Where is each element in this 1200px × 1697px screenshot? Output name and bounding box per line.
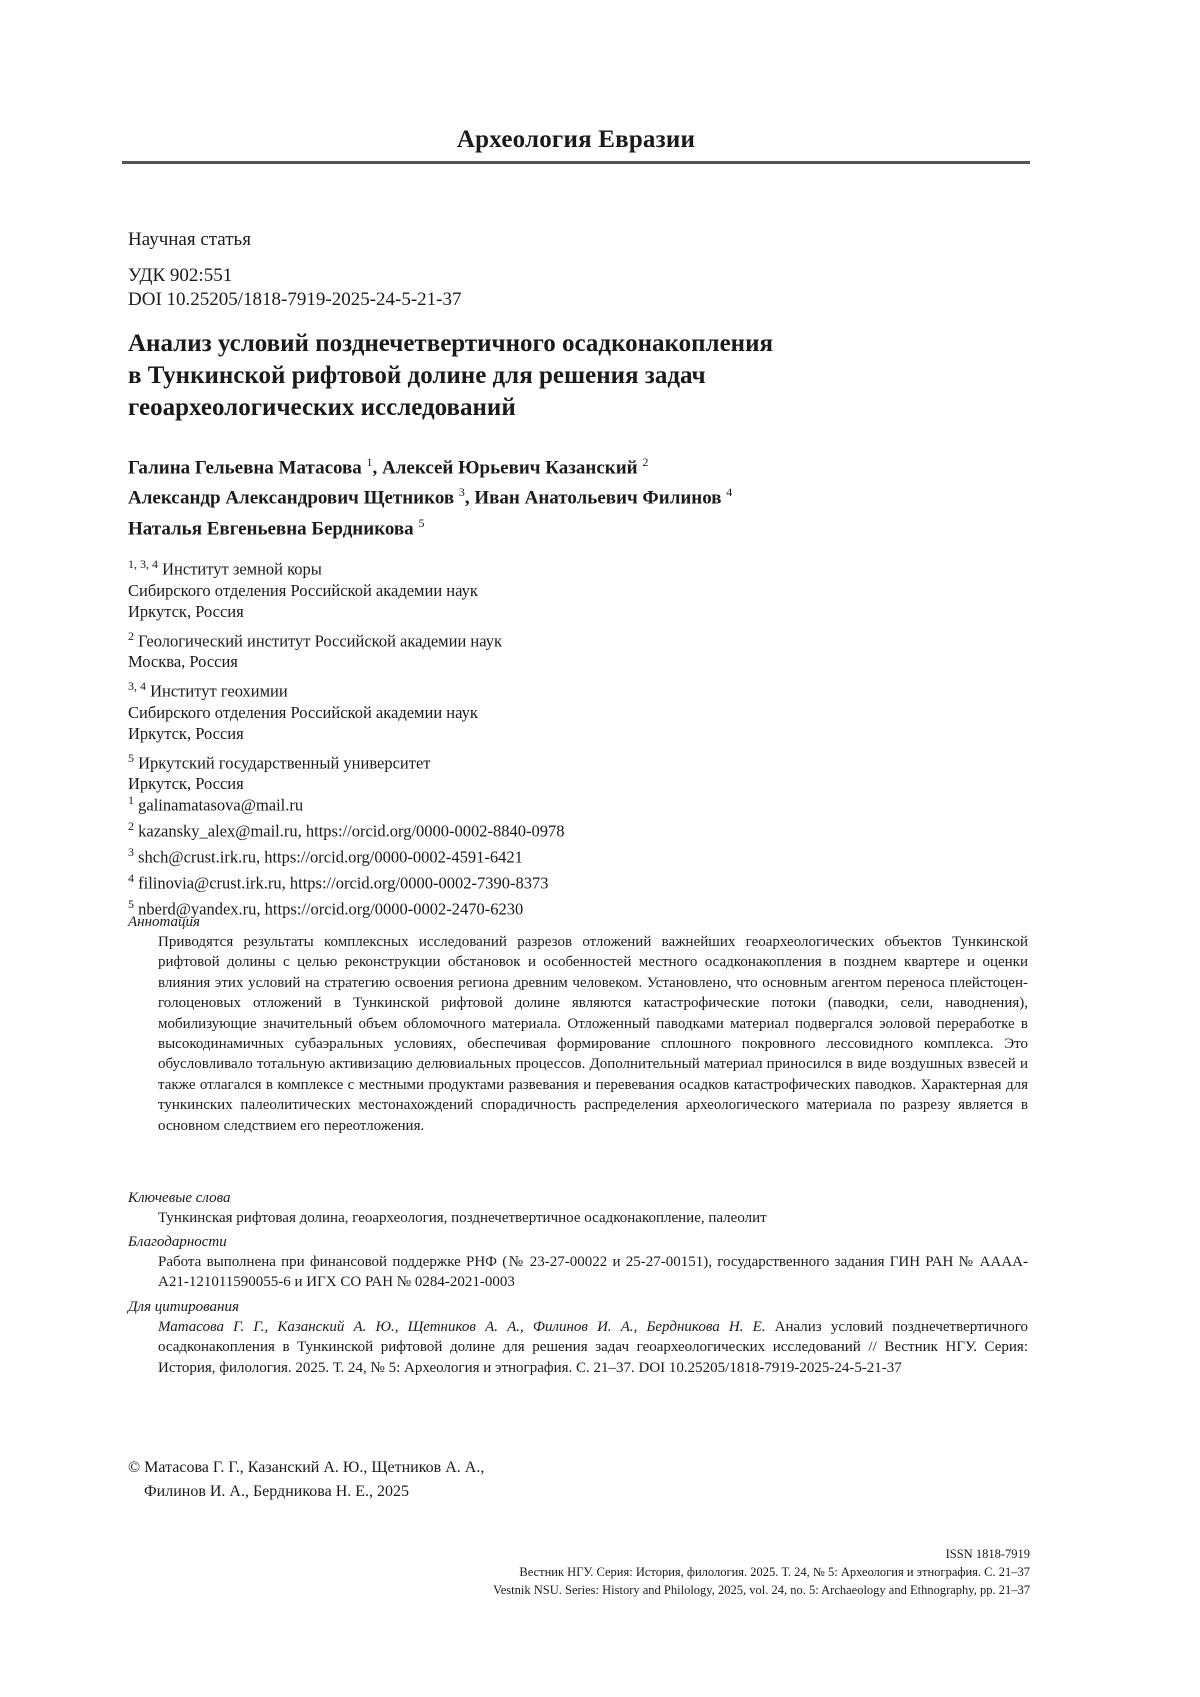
abstract-text: Приводятся результаты комплексных исследований разрезов отложений важнейших геоархеологических объектов Тункинской рифтовой долины с целью реконструкции обстановок и особенностей местного осадконакопления в позднем квартере и оценки влияния этих условий на стратегию освоения региона древним человеком. Установлено, что основным агентом переноса плейстоцен-голоценовых отложений в Тункинской рифтовой долине являются катастрофические потоки (паводки, сели, наводнения), мобилизующие значительный объем обломочного материала. Отложенный паводками материал подвергался эоловой переработке в высокодинамичных субаэральных условиях, обеспечивая формирование сплошного покровного лессовидного комплекса. Это обусловливало тотальную активизацию делювиальных процессов. Дополнительный материал приносился в виде воздушных взвесей и также отлагался в комплексе с местными продуктами развевания и перевевания осадков катастрофических паводков. Характерная для тункинских палеолитических местонахождений спорадичность распределения археологического материала по разрезу является в основном следствием его переотложения. bbox=[158, 934, 1028, 1134]
title-line: в Тункинской рифтовой долине для решения задач bbox=[128, 362, 706, 389]
citation-body: Анализ условий позднечетвертичного осадконакопления в Тункинской рифтовой долине для решения задач геоархеологических исследований // Вестник НГУ. Серия: История, филология. 2025. Т. 24, № 5: Археология и этнография. С. 21–37. DOI 10.25205/1818-7919-2025-24-5-21-37 bbox=[158, 1319, 1028, 1376]
contact-sup: 3 bbox=[128, 845, 134, 859]
section-title: Археология Евразии bbox=[456, 126, 696, 153]
affiliation-line: Сибирского отделения Российской академии наук bbox=[128, 702, 478, 722]
affiliation bbox=[128, 748, 1008, 795]
author-name: Наталья Евгеньевна Бердникова bbox=[128, 517, 414, 539]
article-type: Научная статья bbox=[128, 229, 251, 250]
author-sep: , bbox=[372, 457, 383, 479]
citation-label: Для цитирования bbox=[128, 1299, 239, 1315]
contact-sup: 2 bbox=[128, 819, 134, 833]
author-line bbox=[128, 480, 1008, 510]
title-line: Анализ условий позднечетвертичного осадконакопления bbox=[128, 330, 773, 357]
affiliation-line: Сибирского отделения Российской академии наук bbox=[128, 580, 478, 600]
affiliation bbox=[128, 676, 1008, 744]
contact-text[interactable]: nberd@yandex.ru, https://orcid.org/0000-0002-2470-6230 bbox=[138, 899, 524, 919]
acknowledgments-text: Работа выполнена при финансовой поддержке РНФ (№ 23-27-00022 и 25-27-00151), государственного задания ГИН РАН № АААА-А21-121011590055-6 и ИГХ СО РАН № 0284-2021-0003 bbox=[158, 1254, 1028, 1291]
copyright-notice bbox=[128, 1456, 484, 1504]
contact-line bbox=[128, 868, 1008, 894]
affiliation-line: Институт геохимии bbox=[150, 681, 288, 701]
doi: DOI 10.25205/1818-7919-2025-24-5-21-37 bbox=[128, 289, 462, 310]
copyright-line: © Матасова Г. Г., Казанский А. Ю., Щетников А. А., bbox=[128, 1459, 485, 1476]
affiliation-line: Иркутск, Россия bbox=[128, 723, 244, 743]
contact-text[interactable]: shch@crust.irk.ru, https://orcid.org/0000-0002-4591-6421 bbox=[138, 847, 523, 867]
author-sup: 2 bbox=[642, 455, 649, 469]
affiliation-sup: 5 bbox=[128, 750, 134, 765]
affiliation-line: Иркутск, Россия bbox=[128, 601, 244, 621]
author-sup: 4 bbox=[726, 485, 733, 500]
author-sup: 3 bbox=[458, 485, 465, 500]
author-name: Алексей Юрьевич Казанский bbox=[382, 457, 638, 479]
journal-ref-ru: Вестник НГУ. Серия: История, филология. 2025. Т. 24, № 5: Археология и этнография. С. 21–37 bbox=[519, 1565, 1030, 1579]
affiliation-line: Институт земной коры bbox=[162, 559, 322, 579]
author-list bbox=[128, 450, 1008, 541]
author-name: Александр Александрович Щетников bbox=[128, 487, 455, 509]
author-name: Иван Анатольевич Филинов bbox=[474, 487, 722, 509]
affiliation-sup: 3, 4 bbox=[128, 679, 146, 693]
affiliation-sup: 1, 3, 4 bbox=[128, 557, 158, 571]
article-title bbox=[128, 328, 1008, 424]
contact-list bbox=[128, 790, 1008, 920]
affiliation-line: Иркутский государственный университет bbox=[138, 753, 431, 772]
author-sup: 1 bbox=[366, 455, 373, 469]
contact-line bbox=[128, 790, 1008, 816]
keywords-text: Тункинская рифтовая долина, геоархеология, позднечетвертичное осадконакопление, палеолит bbox=[158, 1210, 767, 1226]
acknowledgments-label: Благодарности bbox=[128, 1234, 227, 1250]
contact-sup: 5 bbox=[128, 897, 134, 911]
affiliation-line: Иркутск, Россия bbox=[128, 774, 244, 793]
affiliation-line: Москва, Россия bbox=[128, 652, 238, 671]
contact-line bbox=[128, 842, 1008, 868]
affiliations bbox=[128, 554, 1008, 798]
citation-text bbox=[158, 1317, 1028, 1378]
contact-text[interactable]: galinamatasova@mail.ru bbox=[138, 795, 304, 815]
section-divider bbox=[122, 161, 1030, 164]
journal-ref-en: Vestnik NSU. Series: History and Philology, 2025, vol. 24, no. 5: Archaeology and Ethnography, pp. 21–37 bbox=[493, 1583, 1030, 1597]
contact-sup: 4 bbox=[128, 871, 134, 885]
author-line bbox=[128, 450, 1008, 480]
author-sup: 5 bbox=[418, 515, 425, 530]
copyright-line: Филинов И. А., Бердникова Н. Е., 2025 bbox=[144, 1483, 410, 1500]
title-line: геоархеологических исследований bbox=[128, 394, 516, 421]
contact-sup: 1 bbox=[128, 793, 134, 807]
contact-text[interactable]: kazansky_alex@mail.ru, https://orcid.org/0000-0002-8840-0978 bbox=[138, 821, 565, 841]
affiliation-sup: 2 bbox=[128, 628, 134, 643]
issn: ISSN 1818-7919 bbox=[945, 1547, 1030, 1561]
affiliation-line: Геологический институт Российской академии наук bbox=[138, 631, 502, 650]
abstract-label: Аннотация bbox=[128, 914, 201, 930]
author-name: Галина Гельевна Матасова bbox=[128, 457, 362, 479]
author-sep: , bbox=[464, 487, 475, 509]
journal-footer bbox=[170, 1545, 1030, 1599]
affiliation bbox=[128, 554, 1008, 622]
author-line bbox=[128, 511, 1008, 541]
affiliation bbox=[128, 626, 1008, 673]
contact-line bbox=[128, 894, 1008, 920]
udk-code: УДК 902:551 bbox=[128, 265, 233, 286]
contact-line bbox=[128, 816, 1008, 842]
contact-text[interactable]: filinovia@crust.irk.ru, https://orcid.org/0000-0002-7390-8373 bbox=[138, 873, 549, 893]
citation-authors: Матасова Г. Г., Казанский А. Ю., Щетников А. А., Филинов И. А., Бердникова Н. Е. bbox=[158, 1319, 766, 1335]
keywords-label: Ключевые слова bbox=[128, 1190, 231, 1206]
